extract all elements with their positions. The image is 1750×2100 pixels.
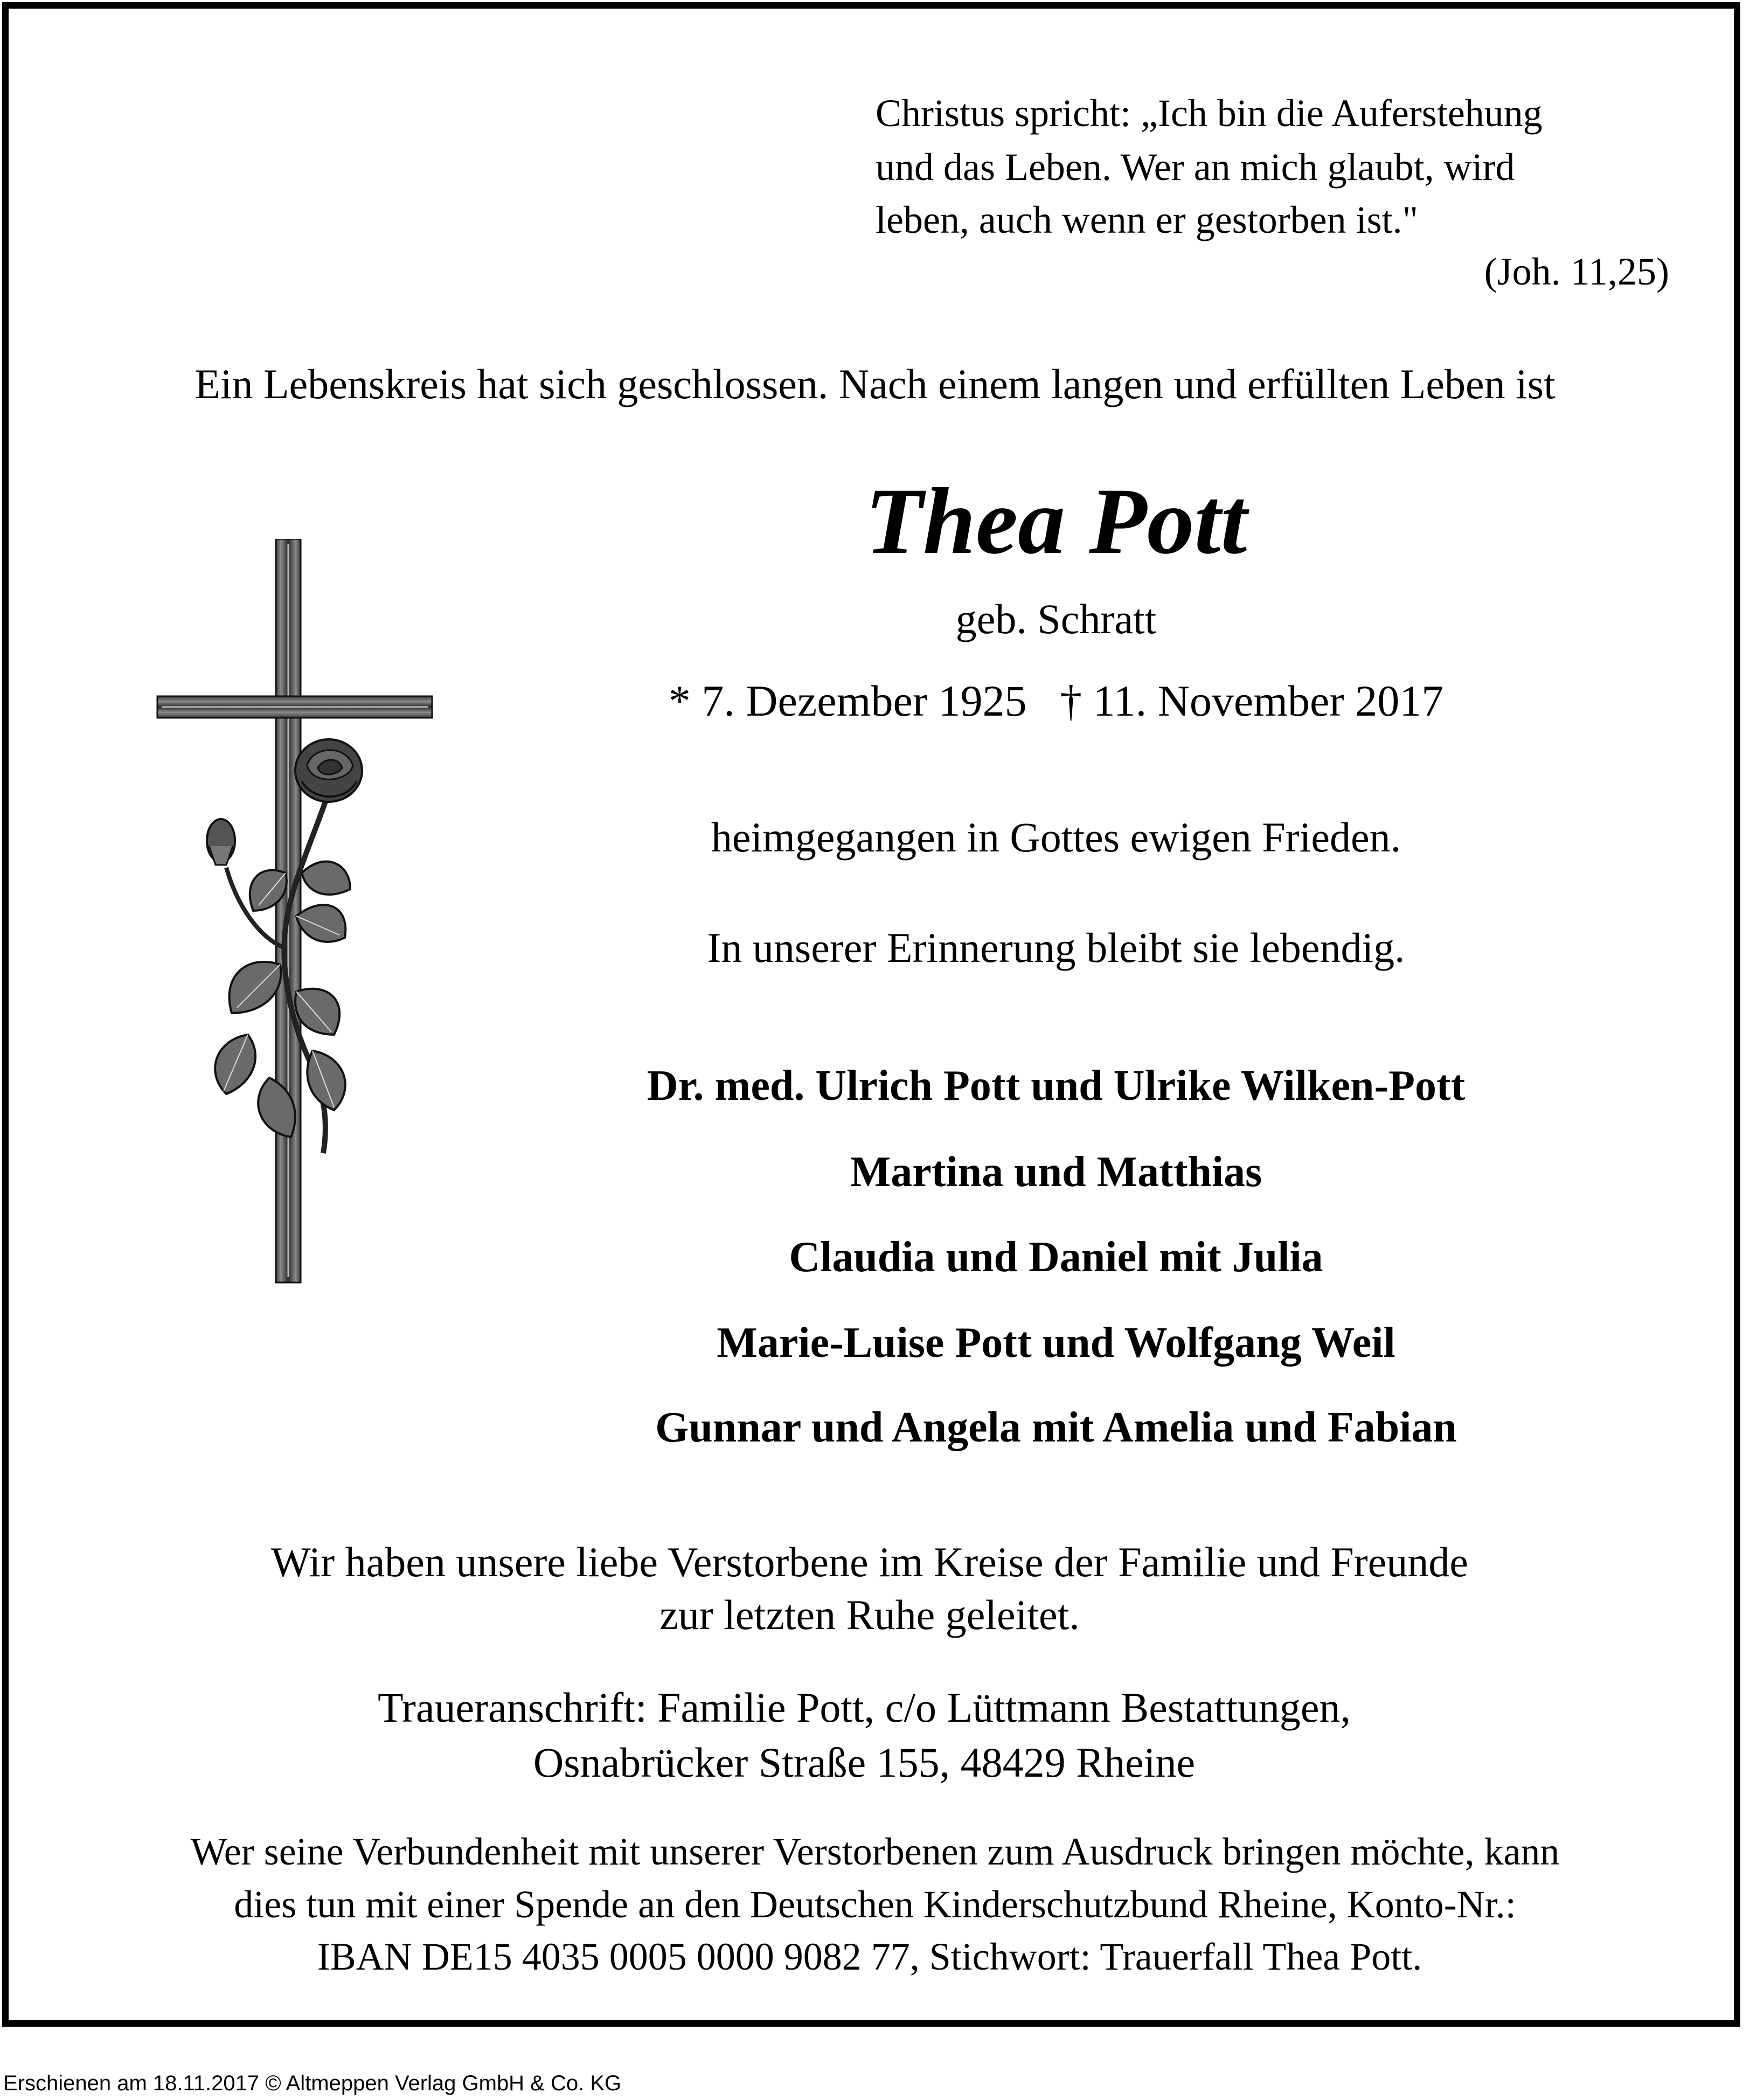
intro-text: Ein Lebenskreis hat sich geschlossen. Nach einem langen und erfüllten Leben ist bbox=[195, 361, 1555, 407]
burial-text-line-2: zur letzten Ruhe geleitet. bbox=[659, 1591, 1080, 1638]
mourner-line-3: Claudia und Daniel mit Julia bbox=[789, 1233, 1323, 1281]
donation-line-1: Wer seine Verbundenheit mit unserer Verstorbenen zum Ausdruck bringen möchte, kann bbox=[190, 1830, 1560, 1873]
quote-line-3: leben, auch wenn er gestorben ist." bbox=[876, 198, 1419, 241]
memory-text: In unserer Erinnerung bleibt sie lebendig. bbox=[707, 924, 1405, 971]
mourner-line-5: Gunnar und Angela mit Amelia und Fabian bbox=[655, 1404, 1457, 1451]
donation-line-2: dies tun mit einer Spende an den Deutschen Kinderschutzbund Rheine, Konto-Nr.: bbox=[234, 1883, 1516, 1926]
donation-line-3: IBAN DE15 4035 0005 0000 9082 77, Stichwort: Trauerfall Thea Pott. bbox=[317, 1935, 1422, 1978]
life-dates: * 7. Dezember 1925 † 11. November 2017 bbox=[668, 676, 1444, 725]
quote-line-1: Christus spricht: „Ich bin die Auferstehung bbox=[876, 92, 1543, 135]
mourning-address-line-2: Osnabrücker Straße 155, 48429 Rheine bbox=[533, 1739, 1196, 1786]
publication-footer: Erschienen am 18.11.2017 © Altmeppen Verlag GmbH & Co. KG bbox=[3, 2071, 622, 2095]
cross-with-rose-icon bbox=[151, 539, 453, 1288]
passed-text: heimgegangen in Gottes ewigen Frieden. bbox=[711, 814, 1401, 861]
mourner-line-4: Marie-Luise Pott und Wolfgang Weil bbox=[717, 1319, 1395, 1367]
mourner-line-1: Dr. med. Ulrich Pott und Ulrike Wilken-Pott bbox=[647, 1062, 1466, 1110]
maiden-name: geb. Schratt bbox=[955, 595, 1157, 642]
mourner-line-2: Martina und Matthias bbox=[850, 1148, 1262, 1196]
quote-line-2: und das Leben. Wer an mich glaubt, wird bbox=[876, 145, 1515, 189]
deceased-name: Thea Pott bbox=[865, 469, 1247, 574]
mourning-address-line-1: Traueranschrift: Familie Pott, c/o Lüttmann Bestattungen, bbox=[378, 1684, 1351, 1731]
quote-reference: (Joh. 11,25) bbox=[1484, 250, 1669, 293]
burial-text-line-1: Wir haben unsere liebe Verstorbene im Kreise der Familie und Freunde bbox=[270, 1538, 1469, 1585]
